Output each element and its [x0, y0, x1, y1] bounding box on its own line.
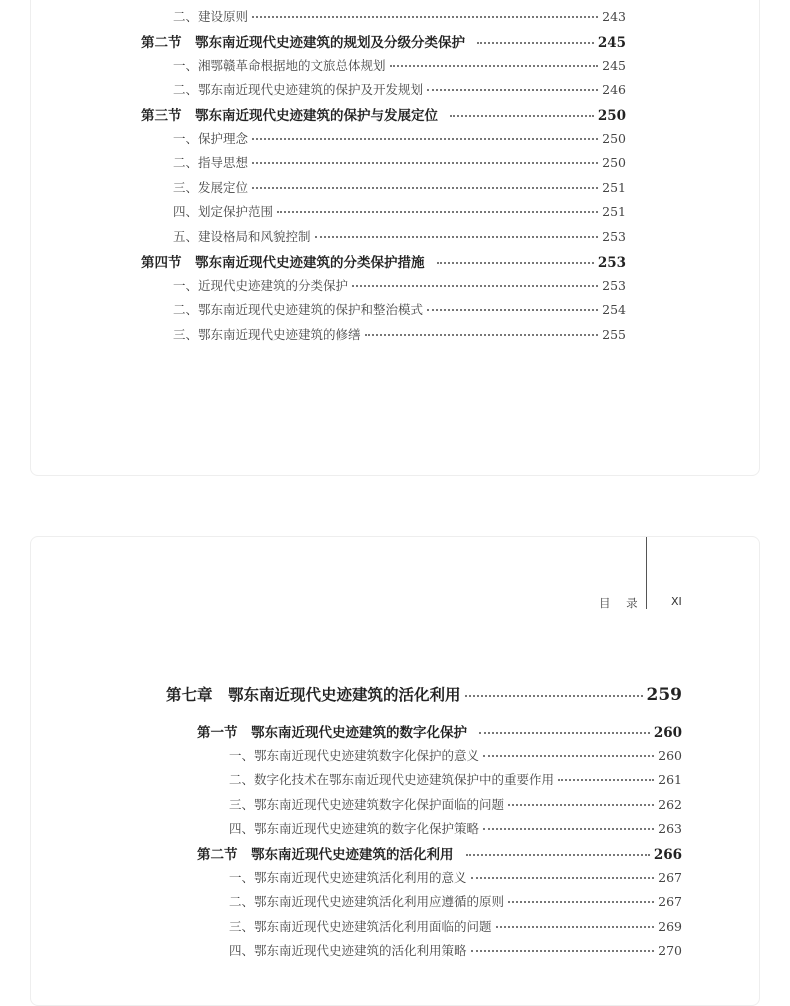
entry-label: 三、鄂东南近现代史迹建筑数字化保护面临的问题	[229, 797, 505, 812]
entry-page-number: 245	[602, 58, 626, 73]
entry-label: 四、划定保护范围	[173, 204, 274, 219]
dot-leader	[465, 695, 643, 697]
toc-subentry	[229, 941, 682, 959]
chapter-page-number: 259	[646, 685, 682, 705]
dot-leader	[471, 950, 655, 952]
dot-leader	[352, 285, 598, 287]
toc-section-entry	[197, 843, 682, 863]
entry-label: 二、建设原则	[173, 9, 249, 24]
entry-label: 一、鄂东南近现代史迹建筑活化利用的意义	[229, 870, 467, 885]
entry-label: 第二节 鄂东南近现代史迹建筑的活化利用	[197, 847, 454, 863]
toc-subentry	[229, 917, 682, 935]
dot-leader	[558, 779, 654, 781]
entry-label: 一、近现代史迹建筑的分类保护	[173, 278, 349, 293]
dot-leader	[437, 262, 594, 264]
dot-leader	[252, 187, 598, 189]
toc-section-entry	[197, 721, 682, 741]
page-number: XI	[671, 595, 682, 608]
entry-label: 二、指导思想	[173, 155, 249, 170]
entry-page-number: 260	[658, 748, 682, 763]
entry-label: 四、鄂东南近现代史迹建筑的活化利用策略	[229, 943, 467, 958]
dot-leader	[390, 65, 599, 67]
entry-label: 一、鄂东南近现代史迹建筑数字化保护的意义	[229, 748, 480, 763]
dot-leader	[479, 732, 650, 734]
entry-page-number: 266	[653, 847, 682, 863]
entry-page-number: 269	[658, 919, 682, 934]
entry-label: 三、鄂东南近现代史迹建筑的修缮	[173, 327, 361, 342]
dot-leader	[427, 309, 598, 311]
entry-page-number: 267	[658, 870, 682, 885]
entry-label: 第四节 鄂东南近现代史迹建筑的分类保护措施	[141, 255, 425, 271]
dot-leader	[471, 877, 655, 879]
toc-subentry	[173, 80, 626, 98]
entry-label: 三、鄂东南近现代史迹建筑活化利用面临的问题	[229, 919, 492, 934]
entry-page-number: 261	[658, 772, 682, 787]
entry-page-number: 270	[658, 943, 682, 958]
toc-subentry	[173, 153, 626, 171]
dot-leader	[252, 16, 598, 18]
toc-subentry	[229, 868, 682, 886]
chapter-label: 第七章 鄂东南近现代史迹建筑的活化利用	[166, 685, 461, 704]
entry-label: 第一节 鄂东南近现代史迹建筑的数字化保护	[197, 725, 467, 741]
entry-page-number: 253	[602, 278, 626, 293]
dot-leader	[483, 755, 654, 757]
entry-page-number: 251	[602, 204, 626, 219]
dot-leader	[508, 804, 654, 806]
entry-label: 第三节 鄂东南近现代史迹建筑的保护与发展定位	[141, 108, 438, 124]
toc-subentry	[173, 56, 626, 74]
toc-section-entry	[141, 251, 626, 271]
dot-leader	[252, 138, 598, 140]
entry-page-number: 262	[658, 797, 682, 812]
dot-leader	[450, 115, 594, 117]
entry-page-number: 255	[602, 327, 626, 342]
toc-subentry	[173, 178, 626, 196]
toc-subentry	[229, 795, 682, 813]
toc-subentry	[229, 819, 682, 837]
dot-leader	[365, 334, 599, 336]
toc-subentry	[173, 129, 626, 147]
entry-label: 四、鄂东南近现代史迹建筑的数字化保护策略	[229, 821, 480, 836]
dot-leader	[252, 162, 598, 164]
dot-leader	[496, 926, 655, 928]
toc-section-entry	[141, 104, 626, 124]
entry-label: 二、鄂东南近现代史迹建筑活化利用应遵循的原则	[229, 894, 505, 909]
entry-page-number: 251	[602, 180, 626, 195]
toc-subentry	[173, 227, 626, 245]
toc-subentry	[173, 202, 626, 220]
toc-page-lower	[30, 536, 760, 1006]
entry-page-number: 245	[597, 35, 626, 51]
toc-chapter-entry	[166, 683, 682, 705]
entry-page-number: 243	[602, 9, 626, 24]
entry-label: 二、鄂东南近现代史迹建筑的保护及开发规划	[173, 82, 424, 97]
entry-page-number: 246	[602, 82, 626, 97]
toc-section-entry	[141, 31, 626, 51]
toc-subentry	[229, 892, 682, 910]
entry-page-number: 250	[602, 155, 626, 170]
toc-subentry	[229, 770, 682, 788]
entry-page-number: 254	[602, 302, 626, 317]
running-head: 目 录	[599, 596, 644, 610]
entry-label: 二、数字化技术在鄂东南近现代史迹建筑保护中的重要作用	[229, 772, 555, 787]
toc-subentry	[173, 300, 626, 318]
dot-leader	[477, 42, 594, 44]
entry-label: 第二节 鄂东南近现代史迹建筑的规划及分级分类保护	[141, 35, 465, 51]
entry-page-number: 250	[597, 108, 626, 124]
toc-subentry	[173, 325, 626, 343]
entry-label: 一、保护理念	[173, 131, 249, 146]
dot-leader	[427, 89, 598, 91]
entry-page-number: 267	[658, 894, 682, 909]
toc-page-upper	[30, 0, 760, 476]
entry-label: 一、湘鄂赣革命根据地的文旅总体规划	[173, 58, 386, 73]
dot-leader	[277, 211, 598, 213]
entry-page-number: 250	[602, 131, 626, 146]
entry-page-number: 253	[597, 255, 626, 271]
toc-subentry	[229, 746, 682, 764]
entry-page-number: 263	[658, 821, 682, 836]
dot-leader	[466, 854, 650, 856]
entry-label: 二、鄂东南近现代史迹建筑的保护和整治模式	[173, 302, 424, 317]
entry-label: 三、发展定位	[173, 180, 249, 195]
entry-label: 五、建设格局和风貌控制	[173, 229, 311, 244]
dot-leader	[315, 236, 599, 238]
header-rule	[646, 537, 647, 609]
dot-leader	[508, 901, 654, 903]
toc-subentry	[173, 276, 626, 294]
dot-leader	[483, 828, 654, 830]
entry-page-number: 260	[653, 725, 682, 741]
entry-page-number: 253	[602, 229, 626, 244]
toc-subentry	[173, 7, 626, 25]
